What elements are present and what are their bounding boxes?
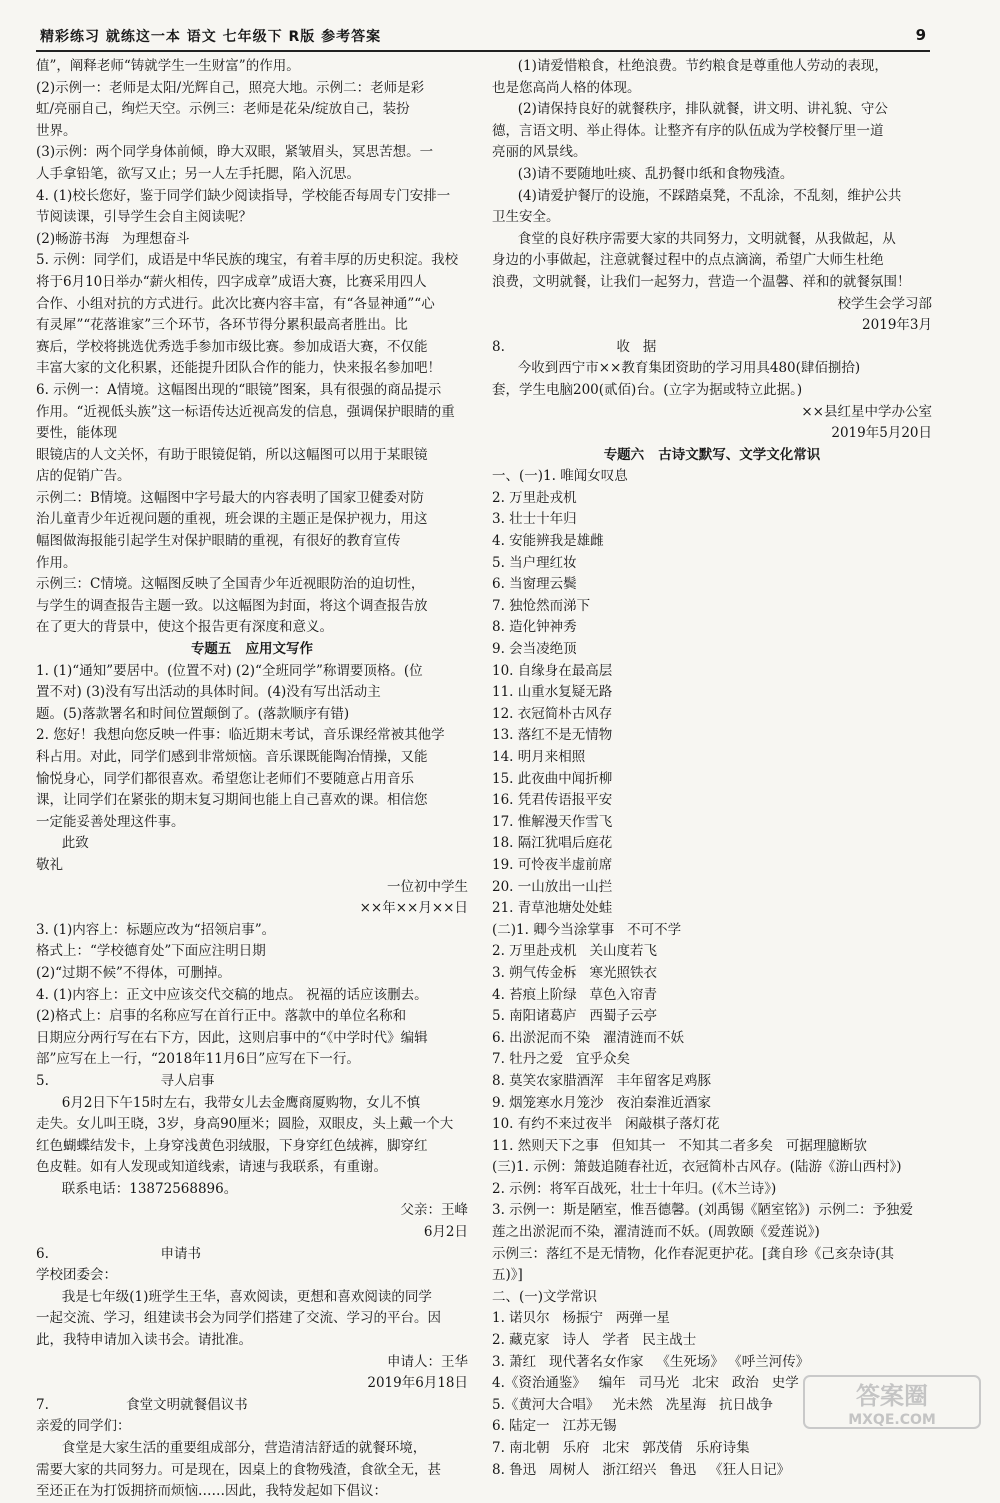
- text-line: 4. (1)校长您好，鉴于同学们缺少阅读指导，学校能否每周专门安排一: [36, 187, 451, 204]
- text-line: 19. 可怜夜半虚前席: [492, 856, 613, 873]
- text-line: 3. (1)内容上：标题应改为“招领启事”。: [36, 921, 276, 938]
- text-line: 校学生会学习部: [837, 295, 932, 312]
- text-line: 8. 莫笑农家腊酒浑 丰年留客足鸡豚: [492, 1072, 712, 1089]
- text-line: 14. 明月来相照: [492, 749, 586, 765]
- text-line: 父亲：王峰: [400, 1202, 468, 1219]
- text-line: 亮丽的风景线。: [492, 144, 587, 161]
- text-line: (2)示例一：老师是太阳/光辉自己，照亮大地。示例二：老师是彩: [36, 79, 425, 96]
- text-line: 将于6月10日举办“薪火相传，四字成章”成语大赛，比赛采用四人: [36, 273, 427, 290]
- text-line: ××年××月××日: [359, 900, 468, 917]
- text-line: 6月2日: [423, 1224, 468, 1241]
- text-line: 13. 落红不是无情物: [492, 727, 613, 744]
- text-line: 莲之出淤泥而不染，濯清涟而不妖。(周敦颐《爱莲说》): [492, 1224, 820, 1241]
- text-line: 2019年5月20日: [831, 425, 932, 442]
- text-line: 示例三：C情境。这幅图反映了全国青少年近视眼防治的迫切性，: [36, 576, 425, 593]
- text-line: 眼镜店的人文关怀，有助于眼镜促销，所以这幅图可以用于某眼镜: [36, 446, 428, 463]
- watermark-logo: [802, 1372, 982, 1432]
- text-line: 愉悦身心，同学们都很喜欢。希望您让老师们不要随意占用音乐: [36, 770, 414, 787]
- text-line: (2)格式上：启事的名称应写在首行正中。落款中的单位名称和: [36, 1008, 407, 1025]
- text-line: 店的促销广告。: [36, 468, 131, 485]
- text-line: 亲爱的同学们：: [36, 1418, 131, 1435]
- text-line: 世界。: [36, 122, 77, 139]
- text-line: (2)请保持良好的就餐秩序，排队就餐，讲文明、讲礼貌、守公: [492, 101, 888, 118]
- text-line: 一起交流、学习，组建读书会为同学们搭建了交流、学习的平台。因: [36, 1310, 441, 1327]
- text-line: 作用。“近视低头族”这一标语传达近视高发的信息，强调保护眼睛的重要性，能体现: [36, 403, 455, 442]
- text-line: 示例三：落红不是无情物，化作春泥更护花。[龚自珍《己亥杂诗(其: [492, 1245, 895, 1262]
- text-line: 在了更大的背景中，使这个报告更有深度和意义。: [36, 619, 333, 636]
- text-line: 二、(一)文学常识: [492, 1288, 598, 1305]
- text-line: (4)请爱护餐厅的设施，不踩踏桌凳，不乱涂，不乱刻，维护公共: [492, 187, 902, 204]
- text-line: 示例二：B情境。这幅图中字号最大的内容表明了国家卫健委对防: [36, 489, 424, 506]
- text-line: 虹/亮丽自己，绚烂天空。示例三：老师是花朵/绽放自己，装扮: [36, 101, 410, 118]
- text-line: (3)示例：两个同学身体前倾，睁大双眼，紧皱眉头，冥思苦想。一: [36, 144, 434, 161]
- text-line: (2)“过期不候”不得体，可删掉。: [36, 964, 231, 981]
- text-line: 申请人：王华: [387, 1353, 468, 1370]
- text-line: 身边的小事做起，注意就餐过程中的点点滴滴，希望广大师生杜绝: [492, 252, 884, 269]
- text-line: 合作、小组对抗的方式进行。此次比赛内容丰富，有“各显神通”“心: [36, 295, 435, 312]
- text-line: 2. 万里赴戎机 关山度若飞: [492, 943, 658, 960]
- text-line: 10. 有约不来过夜半 闲敲棋子落灯花: [492, 1116, 720, 1133]
- text-line: (2)畅游书海 为理想奋斗: [36, 230, 190, 247]
- text-line: 6. 申请书: [36, 1245, 201, 1262]
- text-line: (三)1. 示例：箫鼓追随春社近，衣冠简朴古风存。(陆游《游山西村》): [492, 1159, 902, 1176]
- text-line: 8. 鲁迅 周树人 浙江绍兴 鲁迅 《狂人日记》: [492, 1461, 791, 1478]
- text-line: 浪费，文明就餐，让我们一起努力，营造一个温馨、祥和的就餐氛围！: [492, 273, 911, 290]
- text-line: 红色蝴蝶结发卡，上身穿浅黄色羽绒服，下身穿红色绒裤，脚穿红: [36, 1137, 428, 1154]
- text-line: 节阅读课，引导学生会自主阅读呢？: [36, 209, 252, 226]
- text-line: 8. 造化钟神秀: [492, 619, 577, 636]
- text-line: 作用。: [36, 554, 77, 571]
- text-line: 5. 寻人启事: [36, 1072, 215, 1089]
- text-line: 我是七年级(1)班学生王华，喜欢阅读，更想和喜欢阅读的同学: [36, 1288, 432, 1305]
- text-line: 9. 烟笼寒水月笼沙 夜泊秦淮近酒家: [492, 1094, 712, 1111]
- text-line: 11. 山重水复疑无路: [492, 684, 613, 701]
- text-line: 3. 萧红 现代著名女作家 《生死场》 《呼兰河传》: [492, 1353, 810, 1370]
- text-line: 治儿童青少年近视问题的重视，班会课的主题正是保护视力，用这: [36, 511, 428, 528]
- text-line: 8. 收 据: [492, 338, 657, 355]
- text-line: 联系电话：13872568896。: [36, 1180, 238, 1197]
- text-line: 题。(5)落款署名和时间位置颠倒了。(落款顺序有错): [36, 705, 350, 722]
- text-line: 值”，阐释老师“铸就学生一生财富”的作用。: [36, 58, 300, 74]
- text-line: 7. 独怆然而涕下: [492, 597, 591, 614]
- text-line: 11. 然则天下之事 但知其一 不知其二者多矣 可据理臆断欤: [492, 1137, 867, 1154]
- text-line: 一、(一)1. 唯闻女叹息: [492, 468, 628, 485]
- text-line: ××县红星中学办公室: [801, 403, 932, 420]
- text-line: 2. 您好！我想向您反映一件事：临近期末考试，音乐课经常被其他学: [36, 727, 445, 744]
- text-line: 专题五 应用文写作: [190, 641, 314, 658]
- text-line: 5. 示例：同学们，成语是中华民族的瑰宝，有着丰厚的历史积淀。我校: [36, 252, 459, 269]
- text-line: 2019年6月18日: [367, 1375, 468, 1392]
- text-line: 10. 自缘身在最高层: [492, 662, 613, 679]
- text-line: 至还正在为打饭拥挤而烦恼……因此，我特发起如下倡议：: [36, 1483, 387, 1500]
- text-line: 德，言语文明、举止得体。让整齐有序的队伍成为学校餐厅里一道: [492, 122, 884, 139]
- text-line: 食堂的良好秩序需要大家的共同努力，文明就餐，从我做起，从: [492, 230, 896, 247]
- text-line: 卫生安全。: [492, 209, 560, 226]
- page-number: 9: [915, 26, 926, 44]
- text-line: 有灵犀”“花落谁家”三个环节，各环节得分累积最高者胜出。比: [36, 317, 408, 334]
- watermark-line1: 答案圈: [856, 1382, 928, 1410]
- text-line: 套，学生电脑200(贰佰)台。(立字为据或特立此据。): [492, 381, 803, 398]
- text-line: 6. 出淤泥而不染 濯清涟而不妖: [492, 1029, 685, 1046]
- text-line: 需要大家的共同努力。可是现在，因桌上的食物残渣，食欲全无，甚: [36, 1461, 441, 1478]
- text-line: 课，让同学们在紧张的期末复习期间也能上自己喜欢的课。相信您: [36, 792, 428, 809]
- text-line: 9. 会当凌绝顶: [492, 641, 577, 658]
- text-line: 一位初中学生: [387, 878, 468, 895]
- text-line: 16. 凭君传语报平安: [492, 792, 613, 809]
- text-line: (1)请爱惜粮食，杜绝浪费。节约粮食是尊重他人劳动的表现，: [492, 58, 888, 74]
- text-line: 5.《黄河大合唱》 光未然 冼星海 抗日战争: [492, 1396, 774, 1413]
- text-line: 17. 惟解漫天作雪飞: [492, 813, 613, 830]
- text-line: 4. (1)内容上：正文中应该交代交稿的地点。 祝福的话应该删去。: [36, 986, 428, 1003]
- text-line: 部”应写在上一行，“2018年11月6日”应写在下一行。: [36, 1051, 360, 1068]
- text-line: 6. 当窗理云鬓: [492, 576, 577, 593]
- text-line: 赛后，学校将挑选优秀选手参加市级比赛。参加成语大赛，不仅能: [36, 338, 428, 355]
- text-line: 学校团委会：: [36, 1267, 117, 1284]
- text-line: 3. 示例一：斯是陋室，惟吾德馨。(刘禹锡《陋室铭》) 示例二：予独爱: [492, 1202, 914, 1219]
- text-line: 5. 当户理红妆: [492, 554, 577, 571]
- text-line: 日期应分两行写在右下方，因此，这则启事中的“《中学时代》编辑: [36, 1029, 428, 1046]
- text-line: 4. 安能辨我是雄雌: [492, 533, 604, 550]
- text-line: 6. 陆定一 江苏无锡: [492, 1418, 617, 1435]
- text-line: 15. 此夜曲中闻折柳: [492, 770, 613, 787]
- text-line: 3. 朔气传金柝 寒光照铁衣: [492, 964, 658, 981]
- text-line: 专题六 古诗文默写、文学文化常识: [603, 446, 821, 463]
- text-line: 格式上：“学校德育处”下面应注明日期: [36, 943, 266, 960]
- text-line: 2. 示例：将军百战死，壮士十年归。(《木兰诗》): [492, 1180, 777, 1197]
- text-line: 也是您高尚人格的体现。: [492, 79, 641, 96]
- watermark-line2: MXQE.COM: [848, 1412, 936, 1428]
- text-line: 4. 苔痕上阶绿 草色入帘青: [492, 986, 658, 1003]
- text-line: 色皮鞋。如有人发现或知道线索，请速与我联系，有重谢。: [36, 1159, 387, 1176]
- text-line: 5. 南阳诸葛庐 西蜀子云亭: [492, 1008, 658, 1025]
- page-header: [36, 14, 930, 52]
- right-column: [492, 56, 932, 1481]
- text-line: 此致: [36, 835, 89, 852]
- book-title: 精彩练习 就练这一本 语文 七年级下 R版 参考答案: [40, 29, 382, 45]
- text-line: 置不对) (3)没有写出活动的具体时间。(4)没有写出活动主: [36, 684, 381, 701]
- text-line: 走失。女儿叫王晓，3岁，身高90厘米；圆脸，双眼皮，头上戴一个大: [36, 1116, 454, 1133]
- text-line: 食堂是大家生活的重要组成部分，营造清洁舒适的就餐环境，: [36, 1440, 427, 1456]
- text-line: 丰富大家的文化积累，还能提升团队合作的能力，快来报名参加吧！: [36, 360, 441, 377]
- text-line: 此，我特申请加入读书会。请批准。: [36, 1332, 252, 1349]
- text-line: 7. 南北朝 乐府 北宋 郭茂倩 乐府诗集: [492, 1440, 750, 1456]
- text-line: 人手拿铅笔，欲写又止；另一人左手托腮，陷入沉思。: [36, 165, 360, 182]
- text-line: 五)》]: [492, 1267, 523, 1284]
- text-line: 今收到西宁市××教育集团资助的学习用具480(肆佰捌拾): [492, 360, 861, 377]
- text-line: 6月2日下午15时左右，我带女儿去金鹰商厦购物，女儿不慎: [36, 1094, 421, 1111]
- text-line: 6. 示例一：A情境。这幅图出现的“眼镜”图案，具有很强的商品提示: [36, 381, 442, 398]
- text-line: 1. (1)“通知”要居中。(位置不对) (2)“全班同学”称谓要顶格。(位: [36, 662, 423, 679]
- text-line: 12. 衣冠简朴古风存: [492, 705, 613, 722]
- text-line: 7. 食堂文明就餐倡议书: [36, 1396, 248, 1413]
- text-line: 一定能妥善处理这件事。: [36, 813, 185, 830]
- text-line: (3)请不要随地吐痰、乱扔餐巾纸和食物残渣。: [492, 165, 794, 182]
- text-line: 21. 青草池塘处处蛙: [492, 900, 613, 917]
- text-line: 7. 牡丹之爱 宜乎众矣: [492, 1051, 631, 1068]
- text-line: 2. 藏克家 诗人 学者 民主战士: [492, 1332, 697, 1349]
- text-line: 敬礼: [36, 856, 63, 873]
- text-line: (二)1. 卿今当涂掌事 不可不学: [492, 921, 682, 938]
- text-line: 与学生的调查报告主题一致。以这幅图为封面，将这个调查报告放: [36, 597, 428, 614]
- text-line: 18. 隔江犹唱后庭花: [492, 835, 613, 852]
- text-line: 3. 壮士十年归: [492, 511, 577, 528]
- text-line: 4.《资治通鉴》 编年 司马光 北宋 政治 史学: [492, 1375, 799, 1392]
- text-line: 幅图做海报能引起学生对保护眼睛的重视，有很好的教育宣传: [36, 533, 401, 550]
- text-line: 科占用。对此，同学们感到非常烦恼。音乐课既能陶冶情操，又能: [36, 749, 428, 765]
- left-column: [36, 56, 468, 1503]
- text-line: 1. 诺贝尔 杨振宁 两弹一星: [492, 1310, 670, 1327]
- text-line: 2. 万里赴戎机: [492, 489, 577, 506]
- text-line: 20. 一山放出一山拦: [492, 878, 613, 895]
- text-line: 2019年3月: [862, 317, 932, 334]
